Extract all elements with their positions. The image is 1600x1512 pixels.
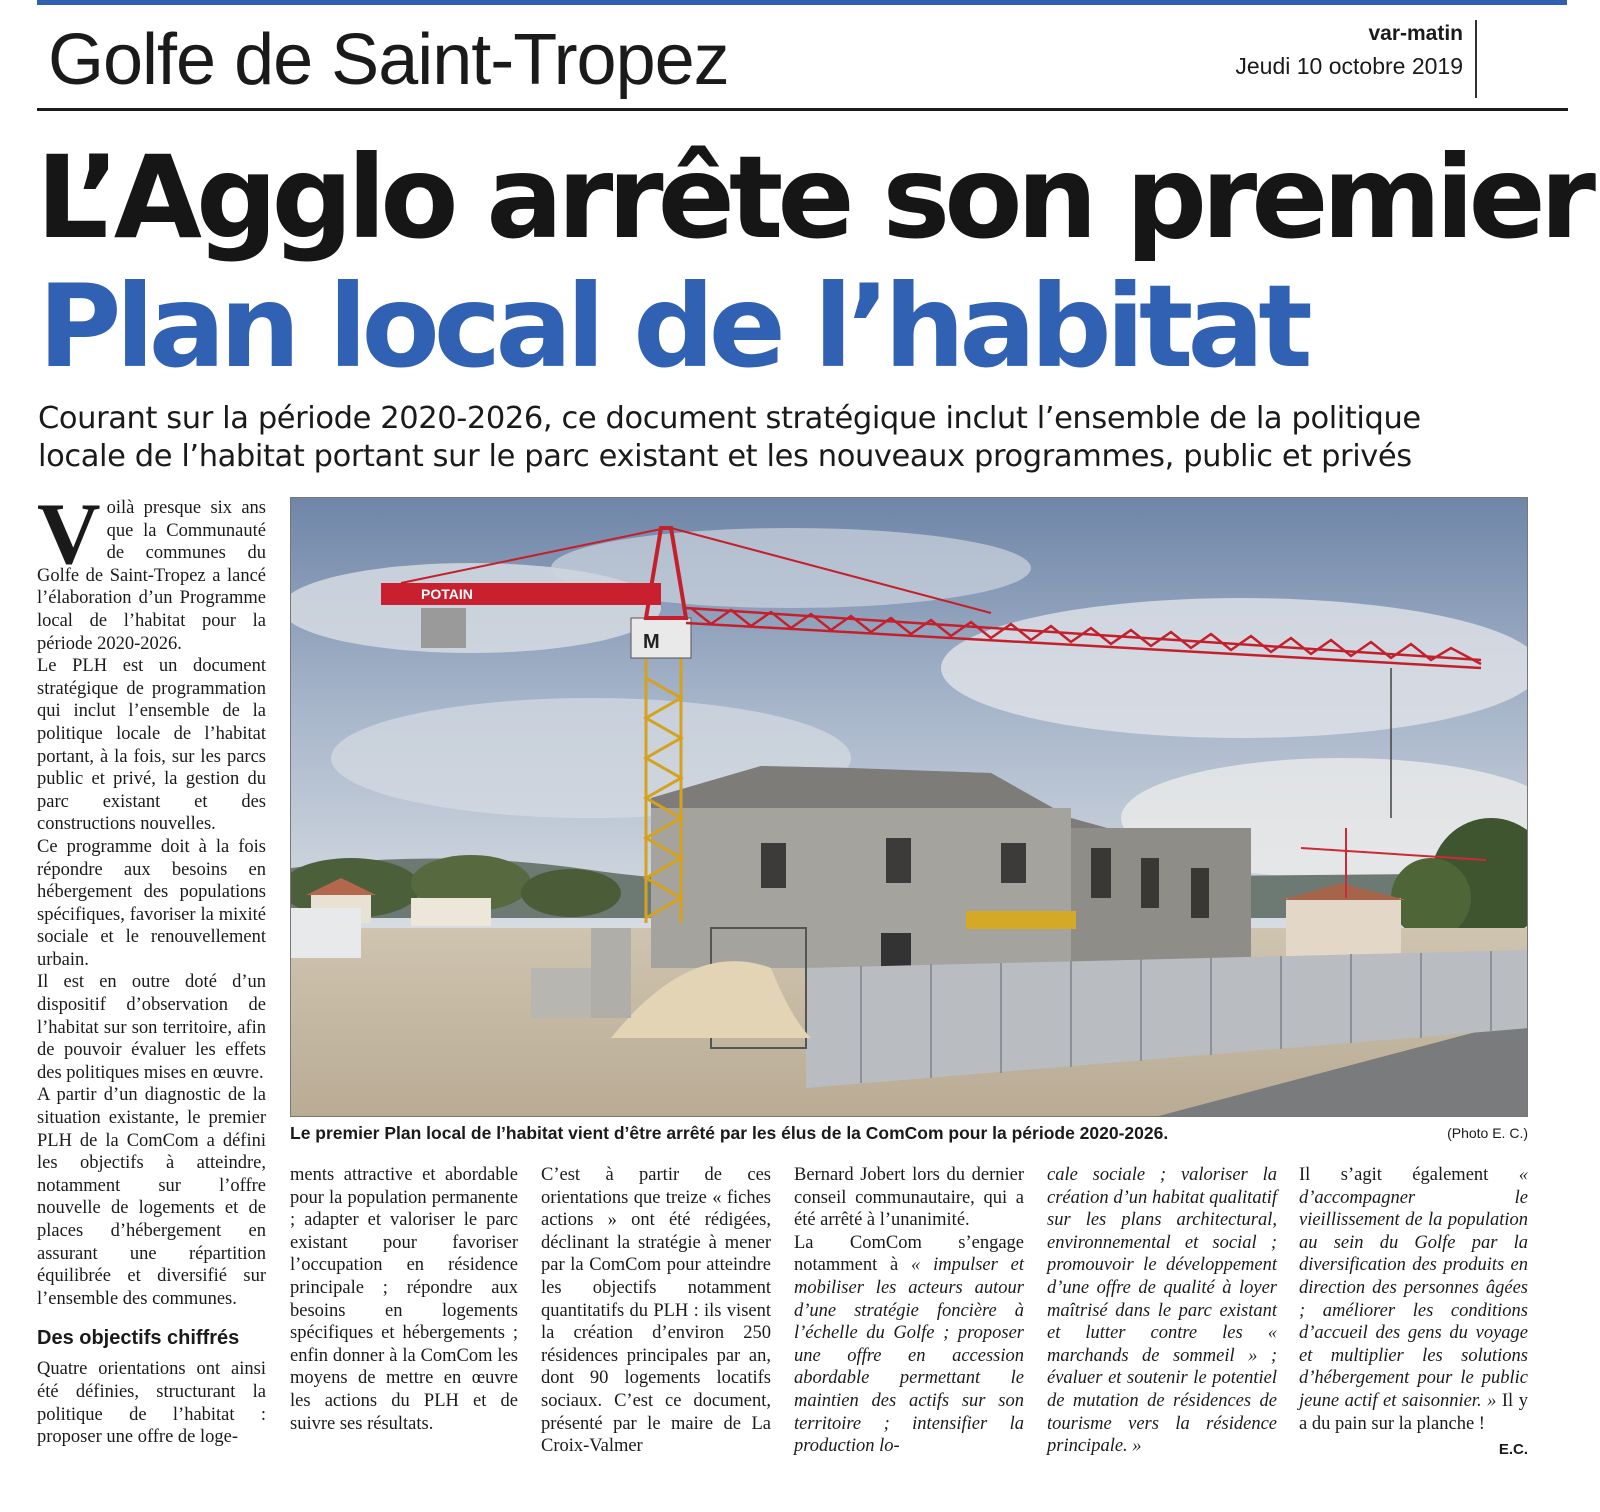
newspaper-name: var-matin — [1368, 22, 1463, 45]
article-column-2 — [290, 1164, 518, 1435]
photo-caption — [290, 1121, 1528, 1147]
publication-date: Jeudi 10 octobre 2019 — [1235, 53, 1463, 79]
quote-text: « d’accompagner le vieillissement de la population au sein du Golfe par la diversification des produits en direction des personnes âgées ; améliorer les conditions d’accueil des gens du voyage et multiplier les solutions d’hébergement pour le public jeune actif et saisonnier. » — [1299, 1165, 1528, 1411]
deck-line-2: locale de l’habitat portant sur le parc existant et les nouveaux programmes, public et privés — [38, 439, 1412, 474]
article-column-4 — [794, 1164, 1024, 1458]
crane-building-illustration — [291, 498, 1528, 1117]
drop-cap: V — [37, 486, 101, 583]
paragraph — [1299, 1164, 1528, 1435]
top-accent-bar — [37, 0, 1567, 5]
construction-site-photo — [290, 497, 1528, 1117]
article-column-5 — [1047, 1164, 1277, 1458]
crane-mark-text: M — [643, 631, 660, 653]
paragraph — [794, 1232, 1024, 1458]
paragraph: Quatre orientations ont ainsi été définies, structurant la politique de l’habitat : proposer une offre de loge- — [37, 1359, 266, 1448]
paragraph-text: oilà presque six ans que la Communauté de communes du Golfe de Saint-Tropez a lancé l’élaboration d’un Programme local de l’habitat pour la période 2020-2026. — [37, 498, 266, 654]
quote-text: cale sociale ; valoriser la création d’un habitat qualitatif sur les plans architectural, environnemental et social ; promouvoir le développement d’une offre de qualité à loyer maîtrisé dans le parc existant et lutter contre les « marchands de sommeil » ; évaluer et soutenir le potentiel de mutation de résidences de tourisme vers la résidence principale. » — [1047, 1165, 1277, 1457]
article-column-1 — [37, 486, 266, 1449]
header-rule — [37, 108, 1568, 111]
paragraph-text: La ComCom s’engage notamment à — [794, 1232, 1024, 1276]
paragraph — [37, 486, 266, 655]
article-deck — [38, 400, 1558, 476]
paragraph: Le PLH est un document stratégique de programmation qui inclut l’ensemble de la politique locale de l’habitat portant, à la fois, sur les parcs public et privé, la gestion du parc existant et des constructions nouvelles. — [37, 656, 266, 835]
article-column-6 — [1299, 1164, 1528, 1461]
crane-brand-text: POTAIN — [421, 586, 473, 602]
quote-text: « impulser et mobiliser les acteurs autour d’une stratégie foncière à l’échelle du Golfe ; proposer une offre en accession abordable permettant le maintien des actifs sur son territoire ; intensifier la production lo- — [794, 1255, 1024, 1457]
paragraph-text: Il s’agit également — [1299, 1165, 1519, 1185]
paragraph-text: Il y a du pain sur la planche ! — [1299, 1390, 1528, 1434]
masthead — [1235, 20, 1477, 98]
author-signature: E.C. — [1498, 1441, 1528, 1459]
section-title: Golfe de Saint-Tropez — [48, 20, 729, 100]
headline-line-1: L’Agglo arrête son premier — [36, 131, 1590, 264]
paragraph: Ce programme doit à la fois répondre aux besoins en hébergement des populations spécifiques, favoriser la mixité sociale et le renouvellement urbain. — [37, 836, 266, 970]
paragraph: Il est en outre doté d’un dispositif d’observation de l’habitat sur son territoire, afin de pouvoir évaluer les effets des politiques mises en œuvre. — [37, 972, 266, 1083]
photo-credit: (Photo E. C.) — [1447, 1125, 1528, 1141]
headline-line-2: Plan local de l’habitat — [38, 260, 1307, 393]
paragraph: ments attractive et abordable pour la population permanente ; adapter et valoriser le parc existant pour favoriser l’occupation en résidence principale ; répondre aux besoins en logements spécifiques et hébergements ; enfin donner à la ComCom les moyens de mettre en œuvre les actions du PLH et de suivre ses résultats. — [290, 1165, 518, 1434]
caption-text: Le premier Plan local de l’habitat vient d’être arrêté par les élus de la ComCom pour la période 2020-2026. — [290, 1123, 1169, 1143]
article-column-3 — [541, 1164, 771, 1458]
subheading: Des objectifs chiffrés — [37, 1327, 240, 1350]
paragraph: Bernard Jobert lors du dernier conseil communautaire, qui a été arrêté à l’unanimité. — [794, 1165, 1024, 1231]
paragraph: C’est à partir de ces orientations que treize « fiches actions » ont été rédigées, déclinant la stratégie à mener par la ComCom pour atteindre les objectifs notamment quantitatifs du PLH : ils visent la création d’environ 250 résidences principales par an, dont 90 logements locatifs sociaux. C’est ce document, présenté par le maire de La Croix-Valmer — [541, 1165, 771, 1457]
paragraph: A partir d’un diagnostic de la situation existante, le premier PLH de la ComCom a défini les objectifs à atteindre, notamment sur l’offre nouvelle de logements et de places d’hébergement en assurant une répartition équilibrée et diversifié sur l’ensemble des communes. — [37, 1085, 266, 1309]
deck-line-1: Courant sur la période 2020-2026, ce document stratégique inclut l’ensemble de la politique — [38, 401, 1421, 436]
